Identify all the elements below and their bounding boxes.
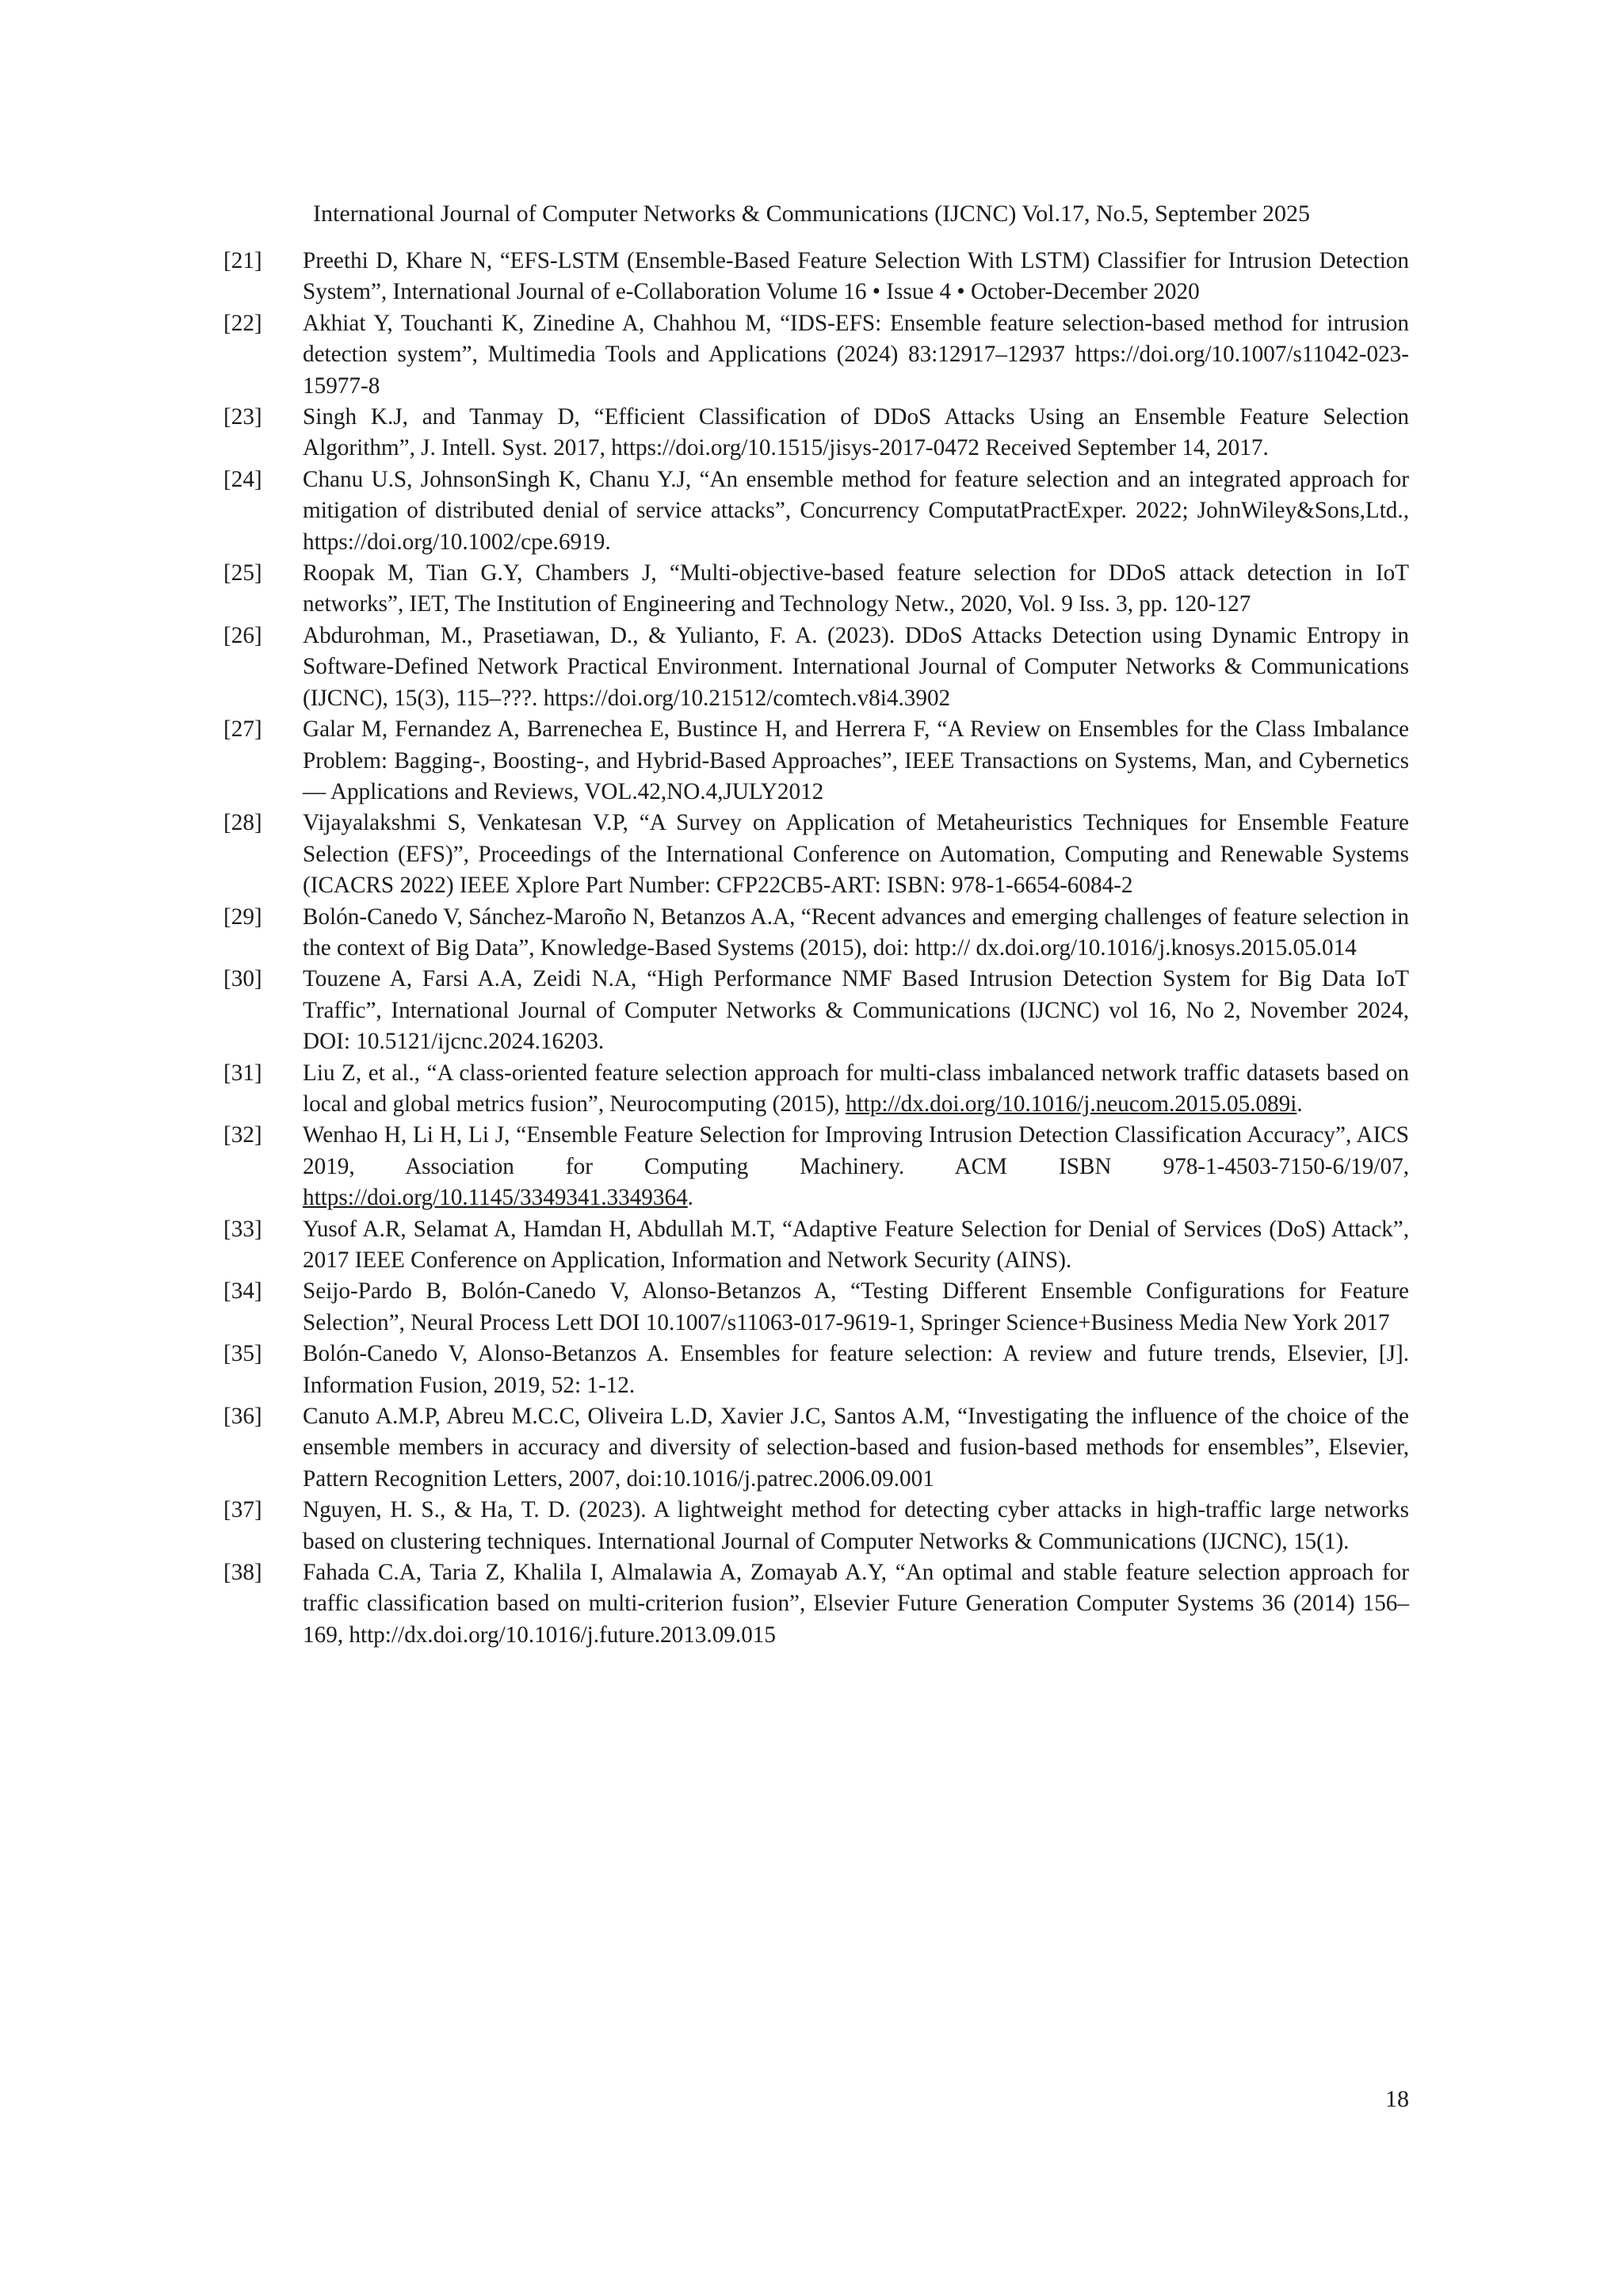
reference-number: [24] <box>223 466 262 492</box>
reference-text <box>303 311 1409 399</box>
reference-number: [35] <box>223 1341 262 1367</box>
reference-number: [26] <box>223 622 262 648</box>
reference-text <box>303 904 1409 961</box>
reference-entry <box>223 464 1409 558</box>
reference-text <box>303 1404 1409 1492</box>
reference-body: Liu Z, et al., “A class-oriented feature selection approach for multi-class imbalanced network traffic datasets based on local and global metrics fusion”, Neurocomputing (2015), <box>303 1060 1409 1117</box>
reference-text <box>303 248 1409 304</box>
reference-entry <box>223 1120 1409 1213</box>
reference-text <box>303 1497 1409 1553</box>
reference-number: [28] <box>223 810 262 836</box>
reference-entry <box>223 1495 1409 1557</box>
reference-number: [30] <box>223 966 262 992</box>
reference-body: Yusof A.R, Selamat A, Hamdan H, Abdullah M.T, “Adaptive Feature Selection for Denial of Services (DoS) Attack”, 2017 IEEE Conference on Application, Information and Network Security (AINS). <box>303 1216 1409 1273</box>
reference-link[interactable]: http://dx.doi.org/10.1016/j.neucom.2015.05.089i <box>845 1091 1297 1117</box>
reference-body: Bolón-Canedo V, Alonso-Betanzos A. Ensembles for feature selection: A review and future trends, Elsevier, [J]. Information Fusion, 2019, 52: 1-12. <box>303 1341 1409 1398</box>
reference-text <box>303 1122 1409 1210</box>
reference-body: Touzene A, Farsi A.A, Zeidi N.A, “High Performance NMF Based Intrusion Detection System for Big Data IoT Traffic”, International Journal of Computer Networks & Communications (IJCNC) vol 16, No 2, November 2024, DOI: 10.5121/ijcnc.2024.16203. <box>303 966 1409 1055</box>
reference-entry <box>223 714 1409 808</box>
reference-text <box>303 467 1409 555</box>
reference-entry <box>223 1058 1409 1121</box>
reference-body: Seijo-Pardo B, Bolón-Canedo V, Alonso-Betanzos A, “Testing Different Ensemble Configurations for Feature Selection”, Neural Process Lett DOI 10.1007/s11063-017-9619-1, Springer Science+Business Media New York 2017 <box>303 1278 1409 1335</box>
reference-body: Singh K.J, and Tanmay D, “Efficient Classification of DDoS Attacks Using an Ensemble Feature Selection Algorithm”, J. Intell. Syst. 2017, https://doi.org/10.1515/jisys-2017-0472 Received September 14, 2017. <box>303 404 1409 461</box>
reference-number: [37] <box>223 1497 262 1523</box>
reference-entry <box>223 402 1409 464</box>
reference-number: [29] <box>223 904 262 930</box>
reference-text <box>303 623 1409 711</box>
reference-body: Canuto A.M.P, Abreu M.C.C, Oliveira L.D, Xavier J.C, Santos A.M, “Investigating the influence of the choice of the ensemble members in accuracy and diversity of selection-based and fusion-based methods for ensembles”, Elsevier, Pattern Recognition Letters, 2007, doi:10.1016/j.patrec.2006.09.001 <box>303 1404 1409 1492</box>
reference-entry <box>223 808 1409 901</box>
reference-number: [21] <box>223 248 262 273</box>
reference-body: Abdurohman, M., Prasetiawan, D., & Yulianto, F. A. (2023). DDoS Attacks Detection using Dynamic Entropy in Software-Defined Network Practical Environment. International Journal of Computer Networks & Communications (IJCNC), 15(3), 115–???. https://doi.org/10.21512/comtech.v8i4.3902 <box>303 622 1409 711</box>
reference-entry <box>223 308 1409 402</box>
reference-entry <box>223 1214 1409 1277</box>
reference-body: Preethi D, Khare N, “EFS-LSTM (Ensemble-Based Feature Selection With LSTM) Classifier for Intrusion Detection System”, International Journal of e-Collaboration Volume 16 • Issue 4 • October-December 2020 <box>303 248 1409 305</box>
reference-number: [36] <box>223 1404 262 1430</box>
reference-number: [32] <box>223 1122 262 1148</box>
reference-list <box>223 246 1409 1651</box>
reference-text <box>303 404 1409 460</box>
reference-punctuation: . <box>1296 1091 1303 1117</box>
reference-body: Chanu U.S, JohnsonSingh K, Chanu Y.J, “An ensemble method for feature selection and an integrated approach for mitigation of distributed denial of service attacks”, Concurrency ComputatPractExper. 2022; JohnWiley&Sons,Ltd., https://doi.org/10.1002/cpe.6919. <box>303 466 1409 555</box>
reference-entry <box>223 246 1409 308</box>
reference-punctuation: . <box>687 1185 693 1211</box>
running-header: International Journal of Computer Networks & Communications (IJCNC) Vol.17, No.5, September 2025 <box>313 201 1310 227</box>
reference-text <box>303 560 1409 617</box>
reference-number: [38] <box>223 1560 262 1586</box>
reference-number: [22] <box>223 310 262 336</box>
reference-body: Wenhao H, Li H, Li J, “Ensemble Feature Selection for Improving Intrusion Detection Classification Accuracy”, AICS 2019, Association for Computing Machinery. ACM ISBN 978-1-4503-7150-6/19/07, <box>303 1122 1409 1179</box>
reference-entry <box>223 621 1409 714</box>
reference-text <box>303 1217 1409 1273</box>
page-number: 18 <box>1385 2086 1409 2112</box>
reference-number: [27] <box>223 716 262 743</box>
reference-text <box>303 966 1409 1054</box>
reference-body: Vijayalakshmi S, Venkatesan V.P, “A Survey on Application of Metaheuristics Techniques for Ensemble Feature Selection (EFS)”, Proceedings of the International Conference on Automation, Computing and Renewable Systems (ICACRS 2022) IEEE Xplore Part Number: CFP22CB5-ART: ISBN: 978-1-6654-6084-2 <box>303 810 1409 899</box>
reference-entry <box>223 1557 1409 1651</box>
reference-text <box>303 716 1409 804</box>
reference-text <box>303 810 1409 898</box>
reference-entry <box>223 1401 1409 1495</box>
reference-number: [25] <box>223 560 262 586</box>
reference-entry <box>223 1276 1409 1339</box>
reference-number: [31] <box>223 1060 262 1086</box>
reference-entry <box>223 1339 1409 1401</box>
reference-body: Fahada C.A, Taria Z, Khalila I, Almalawia A, Zomayab A.Y, “An optimal and stable feature selection approach for traffic classification based on multi-criterion fusion”, Elsevier Future Generation Computer Systems 36 (2014) 156–169, http://dx.doi.org/10.1016/j.future.2013.09.015 <box>303 1560 1409 1648</box>
reference-text <box>303 1341 1409 1397</box>
reference-text <box>303 1278 1409 1335</box>
reference-body: Roopak M, Tian G.Y, Chambers J, “Multi-objective-based feature selection for DDoS attack detection in IoT networks”, IET, The Institution of Engineering and Technology Netw., 2020, Vol. 9 Iss. 3, pp. 120-127 <box>303 560 1409 617</box>
reference-body: Akhiat Y, Touchanti K, Zinedine A, Chahhou M, “IDS-EFS: Ensemble feature selection-based method for intrusion detection system”, Multimedia Tools and Applications (2024) 83:12917–12937 https://doi.org/10.1007/s11042-023-15977-8 <box>303 310 1409 399</box>
reference-body: Galar M, Fernandez A, Barrenechea E, Bustince H, and Herrera F, “A Review on Ensembles for the Class Imbalance Problem: Bagging-, Boosting-, and Hybrid-Based Approaches”, IEEE Transactions on Systems, Man, and Cybernetics — Applications and Reviews, VOL.42,NO.4,JULY2012 <box>303 716 1409 804</box>
reference-entry <box>223 964 1409 1057</box>
reference-number: [23] <box>223 404 262 430</box>
reference-number: [33] <box>223 1216 262 1242</box>
reference-text <box>303 1560 1409 1648</box>
reference-link[interactable]: https://doi.org/10.1145/3349341.3349364 <box>303 1185 688 1211</box>
reference-number: [34] <box>223 1278 262 1305</box>
reference-entry <box>223 558 1409 621</box>
reference-body: Bolón-Canedo V, Sánchez-Maroño N, Betanzos A.A, “Recent advances and emerging challenges of feature selection in the context of Big Data”, Knowledge-Based Systems (2015), doi: http:// dx.doi.org/10.1016/j.knosys.2015.05.014 <box>303 904 1409 961</box>
reference-body: Nguyen, H. S., & Ha, T. D. (2023). A lightweight method for detecting cyber attacks in high-traffic large networks based on clustering techniques. International Journal of Computer Networks & Communications (IJCNC), 15(1). <box>303 1497 1409 1554</box>
reference-text <box>303 1060 1409 1117</box>
reference-entry <box>223 902 1409 965</box>
